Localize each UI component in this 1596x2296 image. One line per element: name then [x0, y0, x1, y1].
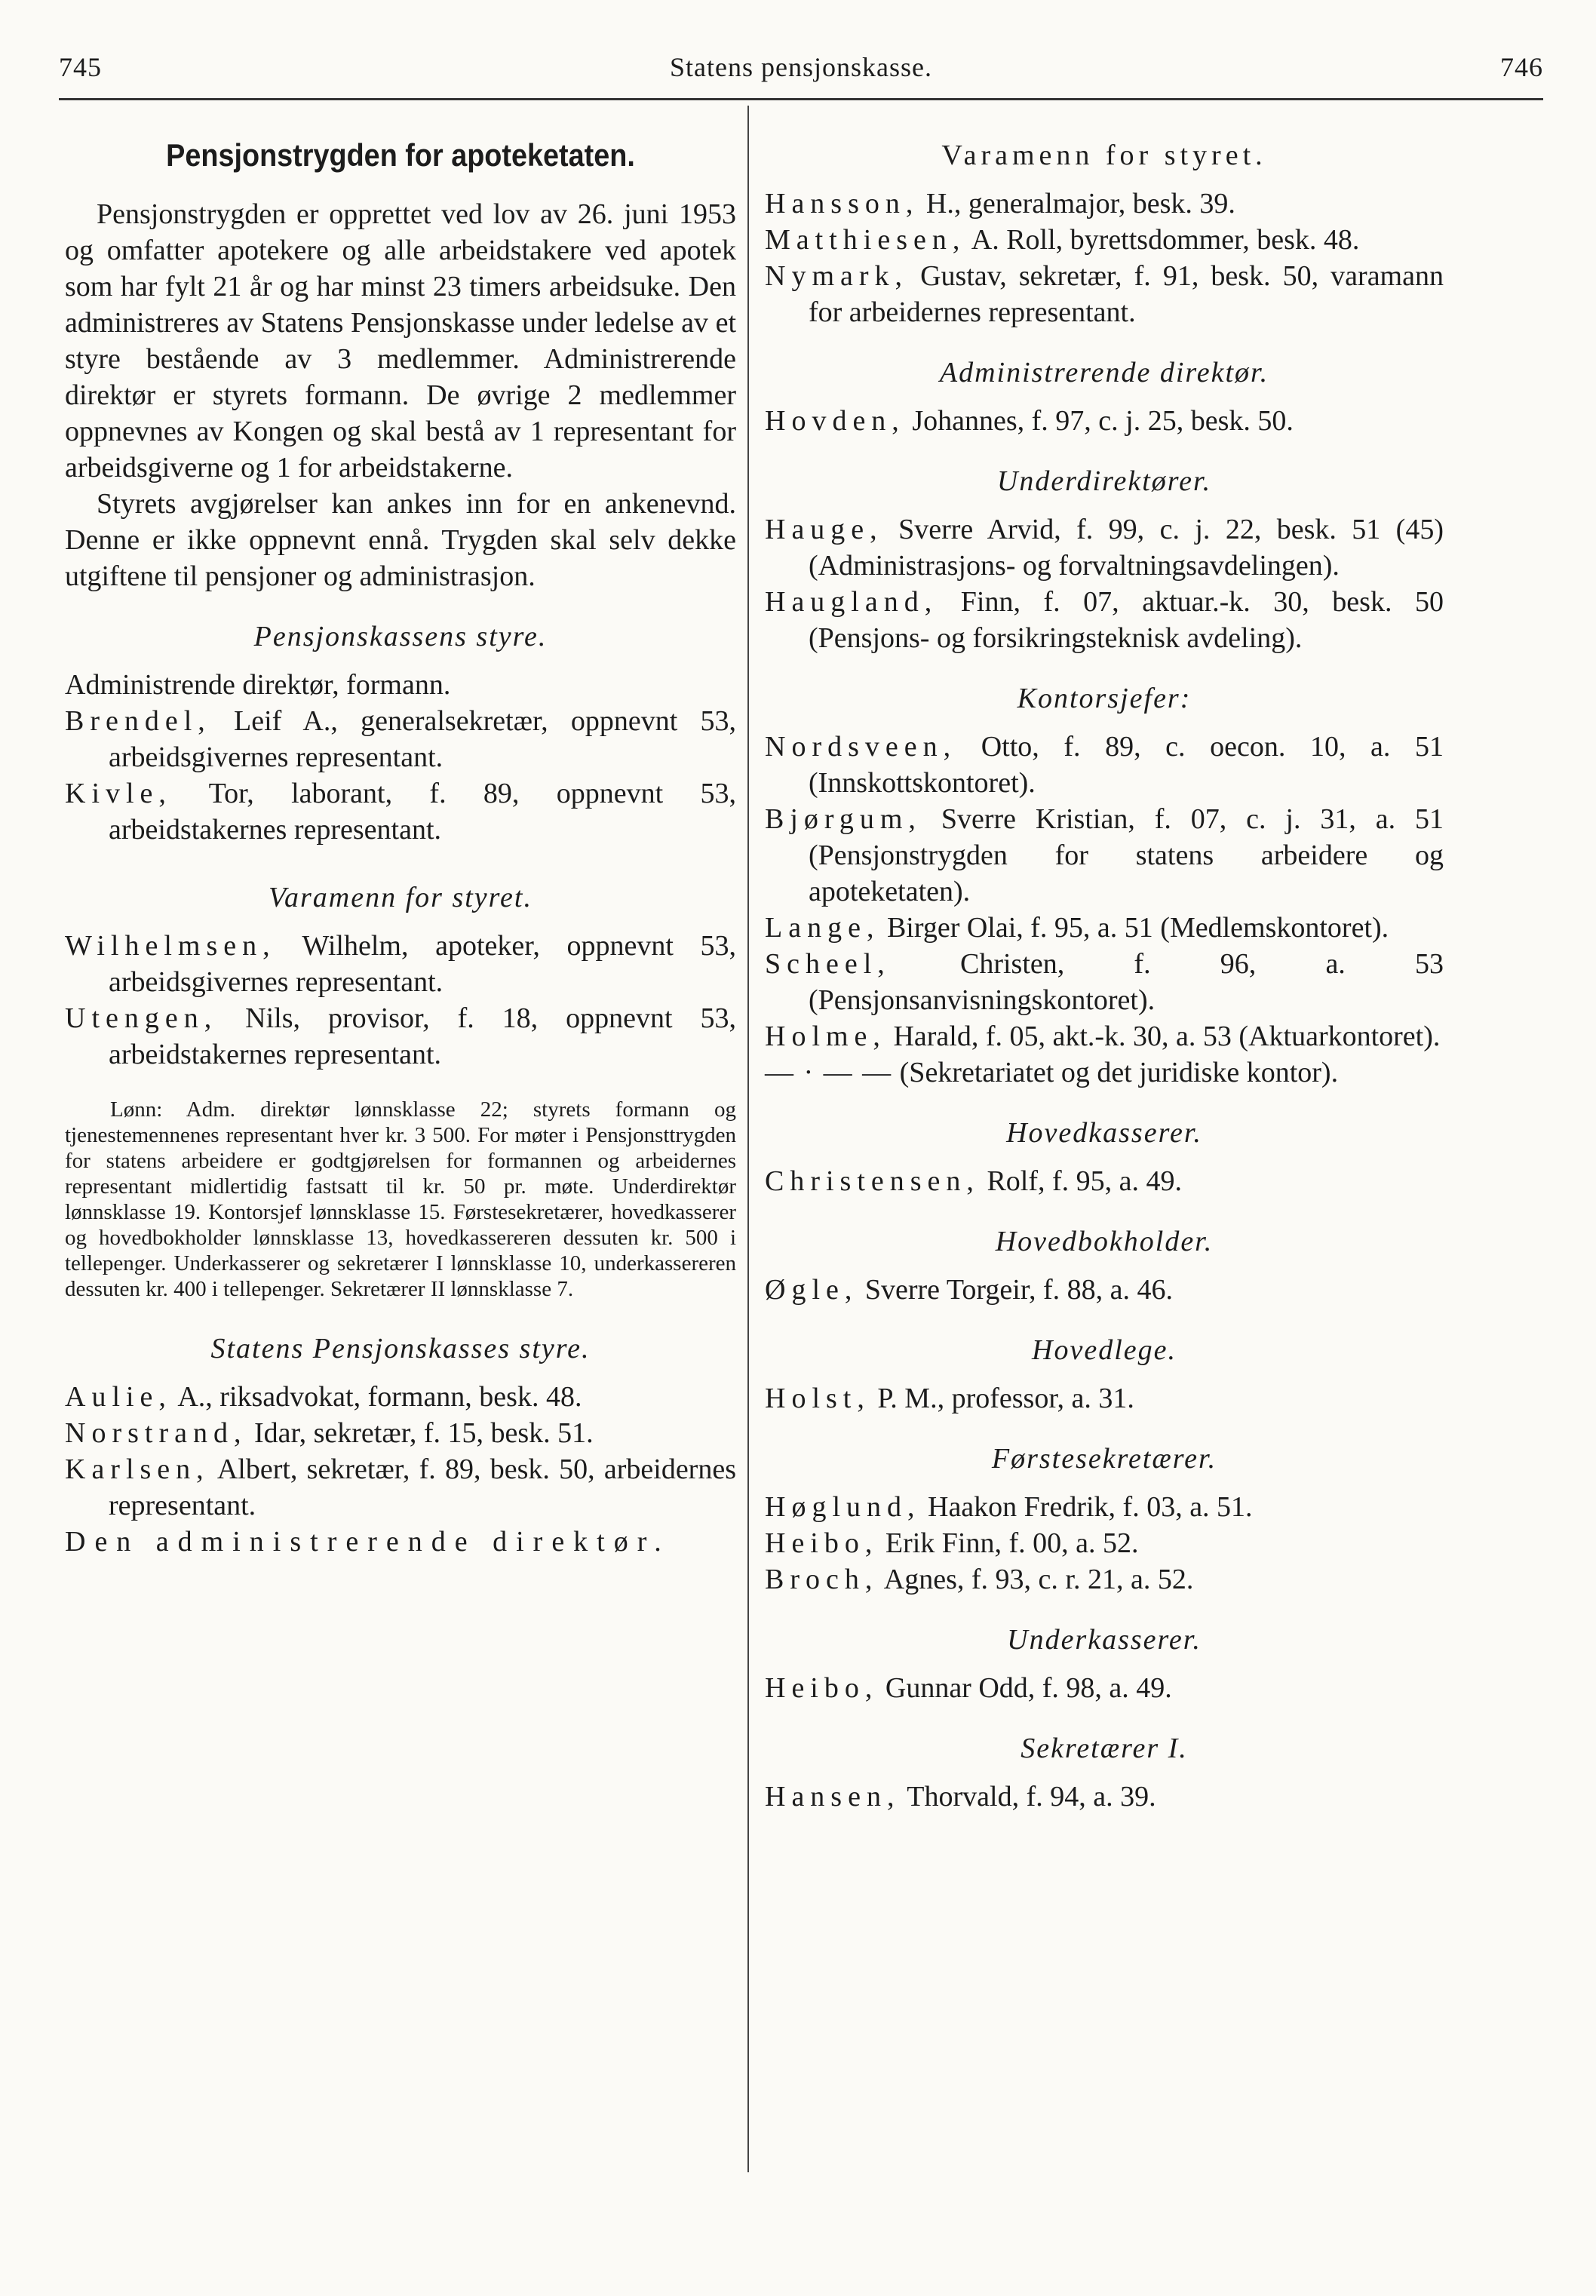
subheading-varamenn-right: Varamenn for styret. — [941, 140, 1267, 171]
list-item: Hauge, Sverre Arvid, f. 99, c. j. 22, besk. 51 (45) (Administrasjons- og forvaltningsavdelingen). — [765, 514, 1444, 582]
subheading-hovedbokholder: Hovedbokholder. — [995, 1226, 1214, 1257]
list-item: Wilhelmsen, Wilhelm, apoteker, oppnevnt 53, arbeidsgivernes representant. — [65, 930, 736, 998]
list-item: Karlsen, Albert, sekretær, f. 89, besk. 50, arbeidernes representant. — [65, 1453, 736, 1521]
list-item: Hansson, H., generalmajor, besk. 39. — [765, 188, 1235, 219]
subheading-underdirektorer: Underdirektører. — [996, 465, 1212, 497]
list-item: Bjørgum, Sverre Kristian, f. 07, c. j. 31, a. 51 (Pensjonstrygden for statens arbeidere og apoteketaten). — [765, 803, 1444, 907]
list-item: Norstrand, Idar, sekretær, f. 15, besk. 51. — [65, 1417, 594, 1449]
list-item: Holme, Harald, f. 05, akt.-k. 30, a. 53 (Aktuarkontoret). — [765, 1021, 1441, 1052]
page-number-right: 746 — [1500, 52, 1543, 82]
plain-line: Administrende direktør, formann. — [65, 669, 451, 701]
list-item: Nordsveen, Otto, f. 89, c. oecon. 10, a. 51 (Innskottskontoret). — [765, 731, 1444, 799]
section-heading-pensjonstrygden: Pensjonstrygden for apoteketaten. — [166, 137, 635, 173]
salary-note: Lønn: Adm. direktør lønnsklasse 22; styrets formann og tjenestemennenes representant hver kr. 3 500. For møter i Pensjonsttrygden for statens arbeidere er godtgjørelsen for formannen og arbeidernes representant midlertidig fastsatt til kr. 50 pr. møte. Underdirektør lønnsklasse 19. Kontorsjef lønnsklasse 15. Førstesekretærer, hovedkasserer og hovedbokholder lønnsklasse 13, hovedkassereren dessuten kr. 500 i tellepenger. Underkasserer og sekretærer I lønnsklasse 10, underkassereren dessuten kr. 400 i tellepenger. Sekretærer II lønnsklasse 7. — [65, 1097, 736, 1301]
subheading-kontorsjefer: Kontorsjefer: — [1017, 683, 1192, 714]
subheading-hovedkasserer: Hovedkasserer. — [1006, 1117, 1202, 1149]
list-item: Utengen, Nils, provisor, f. 18, oppnevnt 53, arbeidstakernes representant. — [65, 1002, 736, 1070]
list-item: Nymark, Gustav, sekretær, f. 91, besk. 50, varamann for arbeidernes representant. — [765, 260, 1444, 328]
list-item: Scheel, Christen, f. 96, a. 53 (Pensjonsanvisningskontoret). — [765, 948, 1444, 1016]
page-number-left: 745 — [59, 52, 102, 82]
list-item: Aulie, A., riksadvokat, formann, besk. 48. — [65, 1381, 582, 1413]
list-item: Heibo, Erik Finn, f. 00, a. 52. — [765, 1527, 1139, 1559]
running-header — [59, 45, 1543, 91]
subheading-varamenn: Varamenn for styret. — [269, 882, 533, 913]
left-column — [65, 128, 736, 1560]
list-item: Hovden, Johannes, f. 97, c. j. 25, besk. 50. — [765, 405, 1294, 437]
paragraph: Styrets avgjørelser kan ankes inn for en ankenevnd. Denne er ikke oppnevnt ennå. Trygden skal selv dekke utgiftene til pensjoner og administrasjon. — [65, 488, 736, 592]
list-item: Hansen, Thorvald, f. 94, a. 39. — [765, 1781, 1156, 1813]
list-item: Den administrerende direktør. — [65, 1526, 671, 1558]
subheading-forstesekretaerer: Førstesekretærer. — [991, 1443, 1217, 1475]
paragraph: Pensjonstrygden er opprettet ved lov av 26. juni 1953 og omfatter apotekere og alle arbeidstakere ved apotek som har fylt 21 år og har minst 23 timers arbeidsuke. Den administreres av Statens Pensjonskasse under ledelse av et styre bestående av 3 medlemmer. Administrerende direktør er styrets formann. De øvrige 2 medlemmer oppnevnes av Kongen og skal bestå av 1 representant for arbeidsgiverne og 1 for arbeidstakerne. — [65, 198, 736, 483]
column-divider — [747, 106, 749, 2172]
list-item: Høglund, Haakon Fredrik, f. 03, a. 51. — [765, 1491, 1253, 1523]
list-item: Kivle, Tor, laborant, f. 89, oppnevnt 53, arbeidstakernes representant. — [65, 778, 736, 846]
page-title: Statens pensjonskasse. — [670, 52, 932, 82]
subheading-statens-styre: Statens Pensjonskasses styre. — [210, 1333, 591, 1364]
right-column — [765, 128, 1444, 1815]
subheading-pensjonskassens-styre: Pensjonskassens styre. — [253, 621, 548, 652]
list-item: Broch, Agnes, f. 93, c. r. 21, a. 52. — [765, 1564, 1194, 1595]
subheading-hovedlege: Hovedlege. — [1032, 1334, 1177, 1366]
subheading-adm-direktor: Administrerende direktør. — [939, 357, 1269, 388]
list-item: — · — — (Sekretariatet og det juridiske kontor). — [765, 1057, 1339, 1088]
list-item: Heibo, Gunnar Odd, f. 98, a. 49. — [765, 1672, 1172, 1704]
header-rule — [59, 98, 1543, 100]
list-item: Haugland, Finn, f. 07, aktuar.-k. 30, besk. 50 (Pensjons- og forsikringsteknisk avdeling). — [765, 586, 1444, 654]
list-item: Christensen, Rolf, f. 95, a. 49. — [765, 1165, 1183, 1197]
subheading-sekretaerer-i: Sekretærer I. — [1021, 1733, 1188, 1764]
list-item: Lange, Birger Olai, f. 95, a. 51 (Medlemskontoret). — [765, 912, 1389, 944]
list-item: Øgle, Sverre Torgeir, f. 88, a. 46. — [765, 1274, 1173, 1306]
list-item: Holst, P. M., professor, a. 31. — [765, 1383, 1134, 1414]
list-item: Brendel, Leif A., generalsekretær, oppnevnt 53, arbeidsgivernes representant. — [65, 705, 736, 773]
subheading-underkasserer: Underkasserer. — [1007, 1624, 1202, 1656]
list-item: Matthiesen, A. Roll, byrettsdommer, besk. 48. — [765, 224, 1360, 256]
